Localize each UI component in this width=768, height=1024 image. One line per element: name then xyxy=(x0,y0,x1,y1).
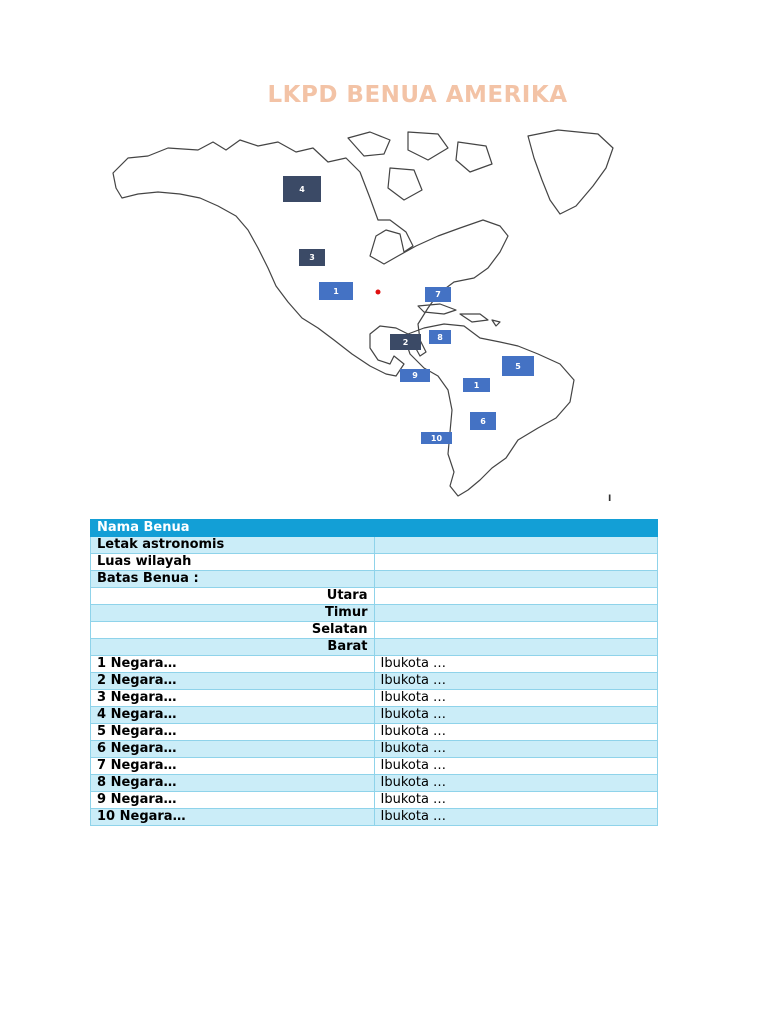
capital-value: Ibukota … xyxy=(374,775,658,792)
capital-value: Ibukota … xyxy=(374,741,658,758)
border-value xyxy=(374,639,658,656)
border-row xyxy=(91,622,658,639)
info-value xyxy=(374,571,658,588)
map-marker-7: 5 xyxy=(502,356,534,376)
country-row xyxy=(91,656,658,673)
country-row xyxy=(91,724,658,741)
table-header-row xyxy=(91,520,658,537)
info-row xyxy=(91,554,658,571)
map-marker-6: 2 xyxy=(390,334,421,350)
info-value xyxy=(374,554,658,571)
border-label: Barat xyxy=(91,639,375,656)
capital-value: Ibukota … xyxy=(374,690,658,707)
info-label: Batas Benua : xyxy=(91,571,375,588)
info-value xyxy=(374,537,658,554)
country-row xyxy=(91,707,658,724)
map-marker-2: 3 xyxy=(299,249,325,266)
map-marker-10: 6 xyxy=(470,412,496,430)
country-row xyxy=(91,673,658,690)
country-label: 4 Negara… xyxy=(91,707,375,724)
map-marker-4: 7 xyxy=(425,287,451,302)
border-value xyxy=(374,605,658,622)
map-corner-mark: I xyxy=(608,494,612,504)
border-label: Utara xyxy=(91,588,375,605)
country-row xyxy=(91,758,658,775)
map-marker-9: 1 xyxy=(463,378,490,392)
border-value xyxy=(374,588,658,605)
country-row xyxy=(91,775,658,792)
border-label: Selatan xyxy=(91,622,375,639)
capital-value: Ibukota … xyxy=(374,758,658,775)
page-title: LKPD BENUA AMERIKA xyxy=(267,82,568,108)
location-dot xyxy=(376,290,381,295)
arctic-islands-outline xyxy=(348,132,492,200)
country-label: 3 Negara… xyxy=(91,690,375,707)
info-row xyxy=(91,571,658,588)
info-row xyxy=(91,537,658,554)
country-label: 2 Negara… xyxy=(91,673,375,690)
country-label: 1 Negara… xyxy=(91,656,375,673)
map-marker-3: 1 xyxy=(319,282,353,300)
country-label: 8 Negara… xyxy=(91,775,375,792)
border-row xyxy=(91,605,658,622)
greenland-outline xyxy=(528,130,613,214)
capital-value: Ibukota … xyxy=(374,656,658,673)
capital-value: Ibukota … xyxy=(374,707,658,724)
country-label: 5 Negara… xyxy=(91,724,375,741)
country-label: 7 Negara… xyxy=(91,758,375,775)
country-row xyxy=(91,792,658,809)
border-row xyxy=(91,639,658,656)
capital-value: Ibukota … xyxy=(374,724,658,741)
info-label: Letak astronomis xyxy=(91,537,375,554)
map-marker-11: 10 xyxy=(421,432,452,444)
border-value xyxy=(374,622,658,639)
capital-value: Ibukota … xyxy=(374,792,658,809)
americas-map xyxy=(108,128,618,504)
map-marker-8: 9 xyxy=(400,369,430,382)
map-marker-1: 4 xyxy=(283,176,321,202)
country-label: 6 Negara… xyxy=(91,741,375,758)
country-row xyxy=(91,809,658,826)
map-marker-5: 8 xyxy=(429,330,451,344)
border-label: Timur xyxy=(91,605,375,622)
country-row xyxy=(91,690,658,707)
country-label: 10 Negara… xyxy=(91,809,375,826)
worksheet-table xyxy=(90,519,658,826)
country-row xyxy=(91,741,658,758)
border-row xyxy=(91,588,658,605)
map-outline xyxy=(108,128,618,504)
info-label: Luas wilayah xyxy=(91,554,375,571)
south-america-outline xyxy=(406,324,574,496)
caribbean-outline xyxy=(418,304,500,326)
country-label: 9 Negara… xyxy=(91,792,375,809)
table-header: Nama Benua xyxy=(91,520,658,537)
capital-value: Ibukota … xyxy=(374,809,658,826)
capital-value: Ibukota … xyxy=(374,673,658,690)
